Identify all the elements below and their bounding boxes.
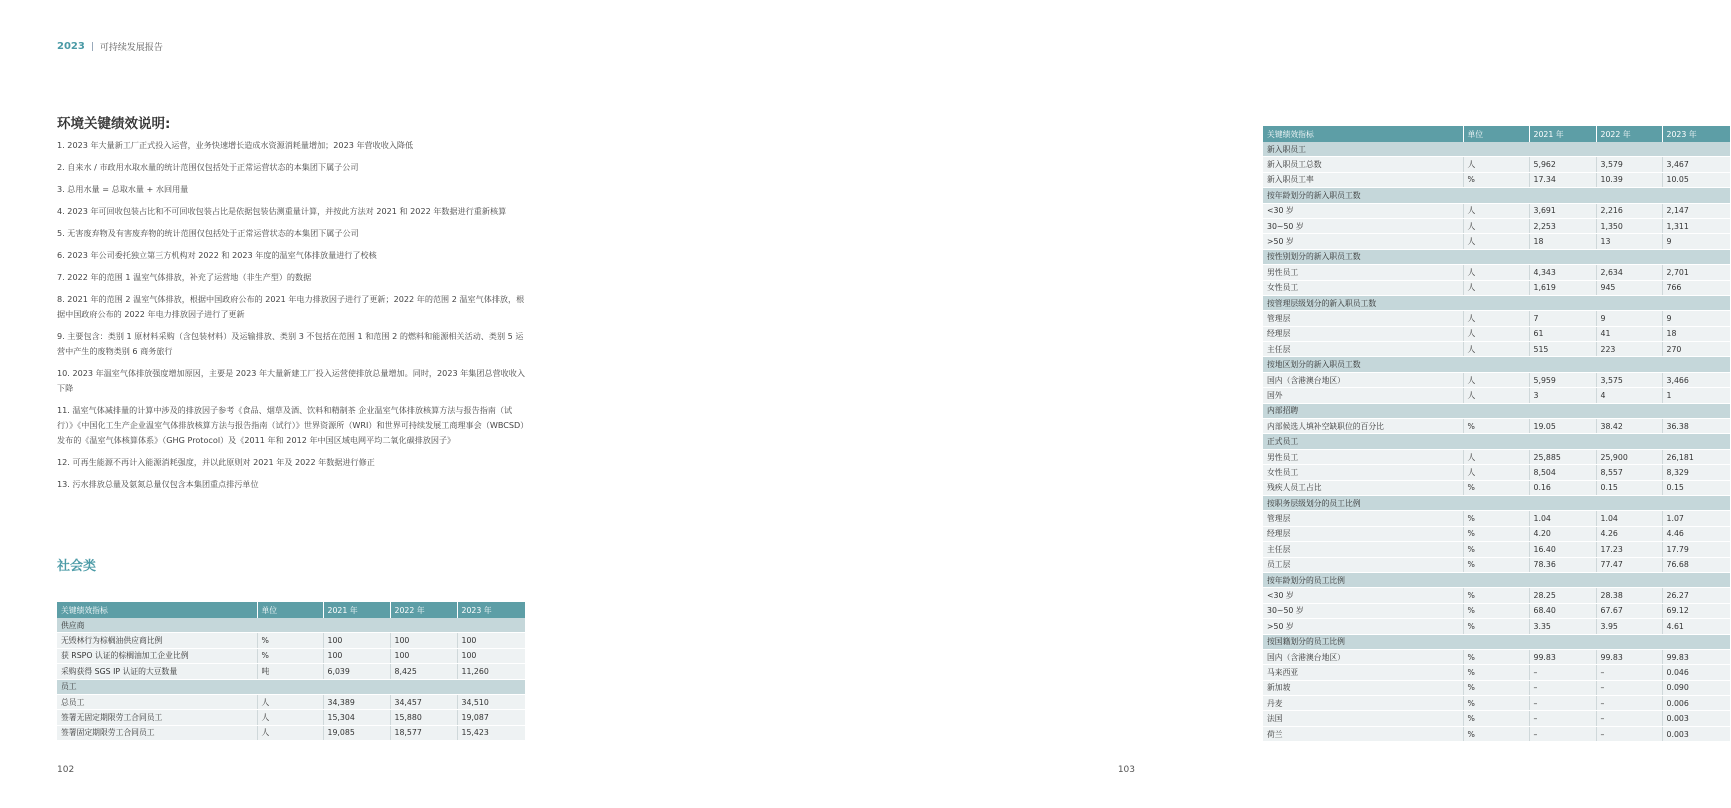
table-cell: 69.12 (1662, 603, 1730, 618)
category-row (1263, 434, 1730, 449)
category-cell: 员工 (57, 679, 525, 694)
table-cell: 34,389 (323, 694, 390, 709)
category-row (1263, 295, 1730, 310)
table-cell: 0.046 (1662, 665, 1730, 680)
table-row (1263, 280, 1730, 295)
table-cell: % (1463, 172, 1529, 187)
table-row (1263, 480, 1730, 495)
table-cell: 人 (1463, 465, 1529, 480)
category-cell: 新入职员工 (1263, 142, 1730, 157)
table-cell: 15,423 (457, 725, 525, 740)
right-page (596, 0, 1697, 808)
note-item: 2. 自来水 / 市政用水取水量的统计范围仅包括处于正常运营状态的本集团下属子公司 (57, 162, 359, 172)
table-row (1263, 157, 1730, 172)
column-header: 2022 年 (390, 602, 457, 618)
table-cell: 1,350 (1596, 218, 1662, 233)
table-cell: 无毁林行为棕榈油供应商比例 (57, 633, 257, 648)
table-row (1263, 465, 1730, 480)
table-cell: 3,691 (1529, 203, 1596, 218)
table-cell: 1,311 (1662, 218, 1730, 233)
category-cell: 按年龄划分的新入职员工数 (1263, 188, 1730, 203)
table-cell: 223 (1596, 342, 1662, 357)
table-cell: % (1463, 511, 1529, 526)
table-cell: 68.40 (1529, 603, 1596, 618)
table-cell: 10.39 (1596, 172, 1662, 187)
table-cell: 34,510 (457, 694, 525, 709)
note-item: 5. 无害废弃物及有害废弃物的统计范围仅包括处于正常运营状态的本集团下属子公司 (57, 228, 359, 238)
table-cell: % (1463, 480, 1529, 495)
page-number: 102 (57, 765, 75, 775)
table-cell: 人 (1463, 203, 1529, 218)
table-cell: 女性员工 (1263, 280, 1463, 295)
table-cell: 41 (1596, 326, 1662, 341)
column-header: 2023 年 (457, 602, 525, 618)
table-cell: 4.26 (1596, 526, 1662, 541)
table-cell: 0.003 (1662, 711, 1730, 726)
table-cell: 3,579 (1596, 157, 1662, 172)
category-row (1263, 142, 1730, 157)
table-cell: 人 (1463, 157, 1529, 172)
table-cell: 13 (1596, 234, 1662, 249)
table-cell: 18 (1529, 234, 1596, 249)
table-cell: 员工层 (1263, 557, 1463, 572)
table-cell: 99.83 (1529, 649, 1596, 664)
note-item: 1. 2023 年大量新工厂正式投入运营，业务快速增长造成水资源消耗量增加；2023 年营收收入降低 (57, 140, 414, 150)
table-cell: 10.05 (1662, 172, 1730, 187)
table-row (1263, 311, 1730, 326)
table-cell: 1.04 (1596, 511, 1662, 526)
table-cell: – (1596, 711, 1662, 726)
table-cell: 4.61 (1662, 619, 1730, 634)
table-row (1263, 372, 1730, 387)
table-cell: % (1463, 696, 1529, 711)
table-cell: 马来西亚 (1263, 665, 1463, 680)
table-row (1263, 603, 1730, 618)
table-cell: 人 (1463, 388, 1529, 403)
table-cell: 25,900 (1596, 449, 1662, 464)
table-header-row (1263, 126, 1730, 142)
table-cell: % (1463, 542, 1529, 557)
table-cell: 3,467 (1662, 157, 1730, 172)
note-item: 3. 总用水量 = 总取水量 + 水回用量 (57, 184, 189, 194)
table-cell: 人 (257, 710, 323, 725)
header-year: 2023 (57, 41, 85, 52)
category-cell: 内部招聘 (1263, 403, 1730, 418)
table-cell: 3.35 (1529, 619, 1596, 634)
table-row (57, 710, 525, 725)
column-header: 2022 年 (1596, 126, 1662, 142)
table-cell: 5,959 (1529, 372, 1596, 387)
table-cell: 99.83 (1662, 649, 1730, 664)
category-row (1263, 249, 1730, 264)
table-cell: % (1463, 726, 1529, 741)
table-cell: 新加坡 (1263, 680, 1463, 695)
category-cell: 按管理层级划分的新入职员工数 (1263, 295, 1730, 310)
note-item: 7. 2022 年的范围 1 温室气体排放，补充了运营地（非生产型）的数据 (57, 272, 312, 282)
table-cell: 100 (323, 633, 390, 648)
table-row (1263, 680, 1730, 695)
table-row (1263, 203, 1730, 218)
table-row (1263, 326, 1730, 341)
table-cell: 主任层 (1263, 342, 1463, 357)
page-number: 103 (1117, 765, 1135, 775)
table-cell: – (1529, 696, 1596, 711)
table-cell: 19,087 (457, 710, 525, 725)
table-cell: % (1463, 680, 1529, 695)
table-cell: 3,575 (1596, 372, 1662, 387)
table-cell: 人 (1463, 326, 1529, 341)
table-cell: 5,962 (1529, 157, 1596, 172)
table-cell: 人 (1463, 311, 1529, 326)
table-cell: >50 岁 (1263, 619, 1463, 634)
category-cell: 按年龄划分的员工比例 (1263, 572, 1730, 587)
table-cell: 7 (1529, 311, 1596, 326)
table-cell: 30~50 岁 (1263, 603, 1463, 618)
table-cell: 67.67 (1596, 603, 1662, 618)
table-cell: 2,253 (1529, 218, 1596, 233)
note-item: 12. 可再生能源不再计入能源消耗强度，并以此原则对 2021 年及 2022 年数据进行修正 (57, 457, 375, 467)
table-cell: 2,147 (1662, 203, 1730, 218)
note-item: 10. 2023 年温室气体排放强度增加原因，主要是 2023 年大量新建工厂投入运营使排放总量增加。同时，2023 年集团总营收收入下降 (57, 368, 525, 393)
page-header (57, 40, 163, 53)
table-cell: <30 岁 (1263, 588, 1463, 603)
category-row (57, 679, 525, 694)
table-row (1263, 696, 1730, 711)
table-cell: 3,466 (1662, 372, 1730, 387)
table-cell: 采购获得 SGS IP 认证的大豆数量 (57, 664, 257, 679)
table-row (1263, 342, 1730, 357)
table-cell: 2,216 (1596, 203, 1662, 218)
table-cell: 人 (1463, 342, 1529, 357)
table-cell: – (1596, 680, 1662, 695)
table-cell: 人 (1463, 234, 1529, 249)
table-cell: 6,039 (323, 664, 390, 679)
table-row (1263, 172, 1730, 187)
table-cell: 11,260 (457, 664, 525, 679)
note-item: 9. 主要包含：类别 1 原材料采购（含包装材料）及运输排放、类别 3 不包括在范围 1 和范围 2 的燃料和能源相关活动、类别 5 运营中产生的废物类别 6 商务旅行 (57, 331, 524, 356)
table-cell: 100 (457, 648, 525, 663)
table-cell: 3.95 (1596, 619, 1662, 634)
table-cell: – (1596, 696, 1662, 711)
table-cell: 1 (1662, 388, 1730, 403)
table-row (1263, 419, 1730, 434)
table-cell: 荷兰 (1263, 726, 1463, 741)
column-header: 单位 (1463, 126, 1529, 142)
table-cell: 男性员工 (1263, 265, 1463, 280)
table-cell: % (257, 648, 323, 663)
table-cell: 获 RSPO 认证的棕榈油加工企业比例 (57, 648, 257, 663)
environment-notes-list (57, 138, 527, 499)
table-row (57, 664, 525, 679)
column-header: 2021 年 (323, 602, 390, 618)
table-cell: 0.16 (1529, 480, 1596, 495)
table-row (1263, 649, 1730, 664)
table-row (1263, 218, 1730, 233)
table-cell: 15,880 (390, 710, 457, 725)
table-cell: % (1463, 619, 1529, 634)
category-cell: 按地区划分的新入职员工数 (1263, 357, 1730, 372)
table-row (1263, 665, 1730, 680)
table-cell: 经理层 (1263, 326, 1463, 341)
table-cell: 18,577 (390, 725, 457, 740)
table-cell: % (1463, 649, 1529, 664)
table-cell: 945 (1596, 280, 1662, 295)
table-cell: 100 (457, 633, 525, 648)
left-page (0, 0, 596, 808)
table-header-row (57, 602, 525, 618)
table-cell: 管理层 (1263, 311, 1463, 326)
table-cell: 签署无固定期限劳工合同员工 (57, 710, 257, 725)
environment-notes-title: 环境关键绩效说明: (57, 116, 171, 132)
social-section-title: 社会类 (57, 559, 97, 574)
table-cell: 人 (1463, 449, 1529, 464)
table-cell: 人 (257, 694, 323, 709)
table-cell: 1.04 (1529, 511, 1596, 526)
table-cell: 77.47 (1596, 557, 1662, 572)
table-cell: – (1529, 680, 1596, 695)
note-item: 13. 污水排放总量及氨氮总量仅包含本集团重点排污单位 (57, 479, 259, 489)
table-row (1263, 542, 1730, 557)
table-cell: 17.79 (1662, 542, 1730, 557)
table-cell: 2,701 (1662, 265, 1730, 280)
table-cell: 18 (1662, 326, 1730, 341)
table-cell: % (1463, 557, 1529, 572)
table-cell: 515 (1529, 342, 1596, 357)
table-cell: 人 (1463, 218, 1529, 233)
table-cell: 人 (1463, 372, 1529, 387)
table-cell: 9 (1662, 311, 1730, 326)
table-cell: 国内（含港澳台地区） (1263, 372, 1463, 387)
note-item: 11. 温室气体减排量的计算中涉及的排放因子参考《食品、烟草及酒、饮料和精制茶 企业温室气体排放核算方法与报告指南（试行）》《中国化工生产企业温室气体排放核算方法与报告指南（试行）》世界资源所（WRI）和世界可持续发展工商理事会（WBCSD）发布的《温室气体核算体系》（GHG Protocol）及《2011 年和 2012 年中国区域电网平均二氧化碳排放因子》 (57, 405, 525, 445)
table-cell: – (1596, 726, 1662, 741)
table-row (1263, 526, 1730, 541)
table-cell: 270 (1662, 342, 1730, 357)
table-cell: 15,304 (323, 710, 390, 725)
table-cell: >50 岁 (1263, 234, 1463, 249)
table-cell: 8,557 (1596, 465, 1662, 480)
table-cell: % (1463, 526, 1529, 541)
category-row (1263, 495, 1730, 510)
category-cell: 按职务层级划分的员工比例 (1263, 495, 1730, 510)
table-cell: 总员工 (57, 694, 257, 709)
table-cell: 内部候选人填补空缺职位的百分比 (1263, 419, 1463, 434)
column-header: 单位 (257, 602, 323, 618)
table-cell: 国外 (1263, 388, 1463, 403)
table-cell: 0.15 (1596, 480, 1662, 495)
table-cell: <30 岁 (1263, 203, 1463, 218)
table-cell: 新入职员工总数 (1263, 157, 1463, 172)
table-cell: 国内（含港澳台地区） (1263, 649, 1463, 664)
note-item: 6. 2023 年公司委托独立第三方机构对 2022 和 2023 年度的温室气体排放量进行了校核 (57, 250, 377, 260)
table-cell: 26,181 (1662, 449, 1730, 464)
table-cell: 0.003 (1662, 726, 1730, 741)
table-row (1263, 449, 1730, 464)
table-cell: 19.05 (1529, 419, 1596, 434)
table-cell: – (1596, 665, 1662, 680)
table-row (1263, 588, 1730, 603)
table-row (57, 633, 525, 648)
table-cell: 1,619 (1529, 280, 1596, 295)
table-cell: 34,457 (390, 694, 457, 709)
category-row (57, 618, 525, 633)
category-cell: 按性别划分的新入职员工数 (1263, 249, 1730, 264)
category-row (1263, 572, 1730, 587)
table-cell: 61 (1529, 326, 1596, 341)
table-cell: 4.20 (1529, 526, 1596, 541)
table-row (1263, 726, 1730, 741)
table-cell: 26.27 (1662, 588, 1730, 603)
table-cell: 男性员工 (1263, 449, 1463, 464)
table-row (1263, 511, 1730, 526)
table-row (57, 648, 525, 663)
table-cell: 17.34 (1529, 172, 1596, 187)
table-cell: 9 (1662, 234, 1730, 249)
table-cell: 女性员工 (1263, 465, 1463, 480)
table-cell: 4,343 (1529, 265, 1596, 280)
table-cell: 签署固定期限劳工合同员工 (57, 725, 257, 740)
column-header: 2021 年 (1529, 126, 1596, 142)
table-cell: 78.36 (1529, 557, 1596, 572)
table-cell: 36.38 (1662, 419, 1730, 434)
table-cell: – (1529, 726, 1596, 741)
table-cell: 管理层 (1263, 511, 1463, 526)
table-cell: 残疾人员工占比 (1263, 480, 1463, 495)
table-cell: 100 (323, 648, 390, 663)
table-cell: 4.46 (1662, 526, 1730, 541)
table-cell: 人 (257, 725, 323, 740)
table-cell: 主任层 (1263, 542, 1463, 557)
table-cell: 76.68 (1662, 557, 1730, 572)
category-cell: 正式员工 (1263, 434, 1730, 449)
note-item: 4. 2023 年可回收包装占比和不可回收包装占比是依据包装估测重量计算，并按此方法对 2021 和 2022 年数据进行重新核算 (57, 206, 507, 216)
table-cell: 人 (1463, 265, 1529, 280)
category-row (1263, 403, 1730, 418)
column-header: 关键绩效指标 (1263, 126, 1463, 142)
table-cell: % (1463, 419, 1529, 434)
header-title: 可持续发展报告 (99, 43, 163, 53)
table-cell: 丹麦 (1263, 696, 1463, 711)
table-cell: 法国 (1263, 711, 1463, 726)
table-cell: 766 (1662, 280, 1730, 295)
table-cell: 1.07 (1662, 511, 1730, 526)
table-cell: 人 (1463, 280, 1529, 295)
table-cell: 9 (1596, 311, 1662, 326)
table-row (1263, 388, 1730, 403)
category-row (1263, 357, 1730, 372)
table-cell: 0.090 (1662, 680, 1730, 695)
table-cell: 新入职员工率 (1263, 172, 1463, 187)
table-row (1263, 265, 1730, 280)
table-cell: 8,504 (1529, 465, 1596, 480)
table-cell: 吨 (257, 664, 323, 679)
table-row (1263, 557, 1730, 572)
table-cell: 2,634 (1596, 265, 1662, 280)
table-cell: 28.38 (1596, 588, 1662, 603)
table-cell: % (1463, 588, 1529, 603)
header-divider (92, 42, 93, 51)
table-row (57, 694, 525, 709)
table-cell: 8,329 (1662, 465, 1730, 480)
social-kpi-table-left (57, 602, 526, 741)
table-cell: % (1463, 711, 1529, 726)
table-cell: 100 (390, 648, 457, 663)
table-cell: 3 (1529, 388, 1596, 403)
note-item: 8. 2021 年的范围 2 温室气体排放，根据中国政府公布的 2021 年电力排放因子进行了更新；2022 年的范围 2 温室气体排放，根据中国政府公布的 2022 年电力排放因子进行了更新 (57, 294, 525, 319)
table-cell: 100 (390, 633, 457, 648)
category-row (1263, 188, 1730, 203)
table-cell: 19,085 (323, 725, 390, 740)
table-cell: 30~50 岁 (1263, 218, 1463, 233)
column-header: 关键绩效指标 (57, 602, 257, 618)
table-row (57, 725, 525, 740)
table-cell: 4 (1596, 388, 1662, 403)
table-cell: 0.006 (1662, 696, 1730, 711)
table-cell: 28.25 (1529, 588, 1596, 603)
table-cell: % (257, 633, 323, 648)
table-cell: 99.83 (1596, 649, 1662, 664)
category-cell: 供应商 (57, 618, 525, 633)
category-cell: 按国籍划分的员工比例 (1263, 634, 1730, 649)
table-cell: – (1529, 665, 1596, 680)
table-cell: 16.40 (1529, 542, 1596, 557)
table-cell: – (1529, 711, 1596, 726)
table-row (1263, 619, 1730, 634)
table-cell: 0.15 (1662, 480, 1730, 495)
category-row (1263, 634, 1730, 649)
table-cell: 8,425 (390, 664, 457, 679)
table-cell: 17.23 (1596, 542, 1662, 557)
table-cell: 经理层 (1263, 526, 1463, 541)
column-header: 2023 年 (1662, 126, 1730, 142)
table-cell: % (1463, 603, 1529, 618)
social-kpi-table-right (1263, 126, 1731, 742)
table-row (1263, 234, 1730, 249)
table-cell: 38.42 (1596, 419, 1662, 434)
table-row (1263, 711, 1730, 726)
table-cell: % (1463, 665, 1529, 680)
table-cell: 25,885 (1529, 449, 1596, 464)
